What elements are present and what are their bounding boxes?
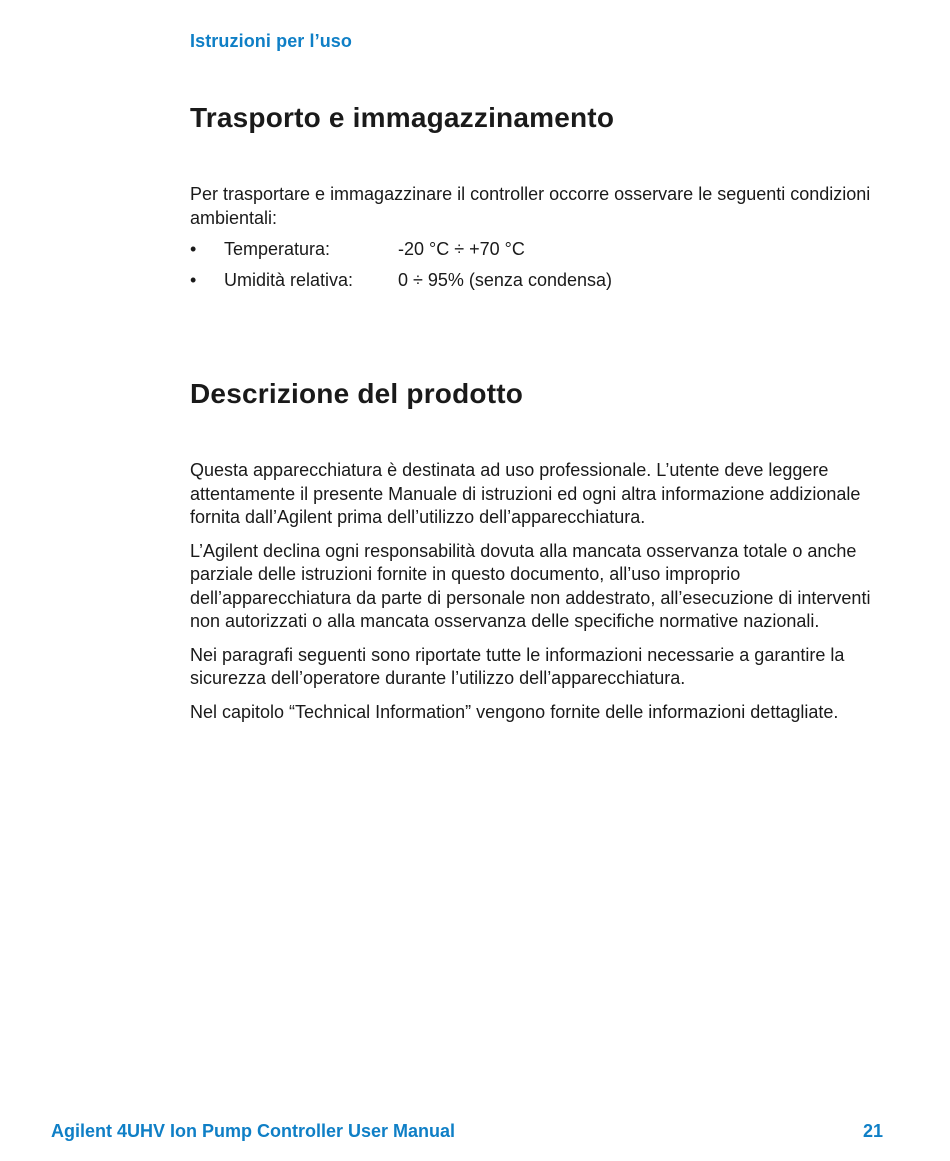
footer-page-number: 21 — [862, 1121, 883, 1141]
condition-value: 0 ÷ 95% (senza condensa) — [398, 270, 613, 290]
description-paragraph: L’Agilent declina ogni responsabilità dovuta alla mancata osservanza totale o anche parziale delle istruzioni fornite in questo documento, all’uso improprio dell’apparecchiatura da parte di personale non addestrato, all’esecuzione di interventi non autorizzati o alla mancata osservanza delle specifiche normative nazionali. — [190, 540, 871, 631]
running-header: Istruzioni per l’uso — [190, 31, 353, 51]
conditions-list — [190, 238, 905, 300]
condition-value: -20 °C ÷ +70 °C — [398, 239, 525, 259]
footer-manual-title: Agilent 4UHV Ion Pump Controller User Manual — [51, 1121, 456, 1141]
list-item — [190, 269, 905, 300]
description-paragraph: Nei paragrafi seguenti sono riportate tutte le informazioni necessarie a garantire la sicurezza dell’operatore durante l’utilizzo dell’apparecchiatura. — [190, 644, 845, 688]
section-body-transport — [190, 183, 905, 300]
description-paragraph: Nel capitolo “Technical Information” vengono fornite delle informazioni dettagliate. — [190, 701, 839, 722]
section-title-transport: Trasporto e immagazzinamento — [190, 102, 615, 133]
transport-intro: Per trasportare e immagazzinare il controller occorre osservare le seguenti condizioni ambientali: — [190, 184, 871, 228]
section-body-description — [190, 459, 905, 734]
description-paragraph: Questa apparecchiatura è destinata ad uso professionale. L’utente deve leggere attentamente il presente Manuale di istruzioni ed ogni altra informazione addizionale fornita dall’Agilent prima dell’utilizzo dell’apparecchiatura. — [190, 460, 861, 527]
bullet-icon: • — [190, 270, 197, 290]
condition-label: Temperatura: — [224, 239, 331, 259]
bullet-icon: • — [190, 239, 197, 259]
condition-label: Umidità relativa: — [224, 270, 354, 290]
list-item — [190, 238, 905, 269]
section-title-description: Descrizione del prodotto — [190, 378, 524, 409]
